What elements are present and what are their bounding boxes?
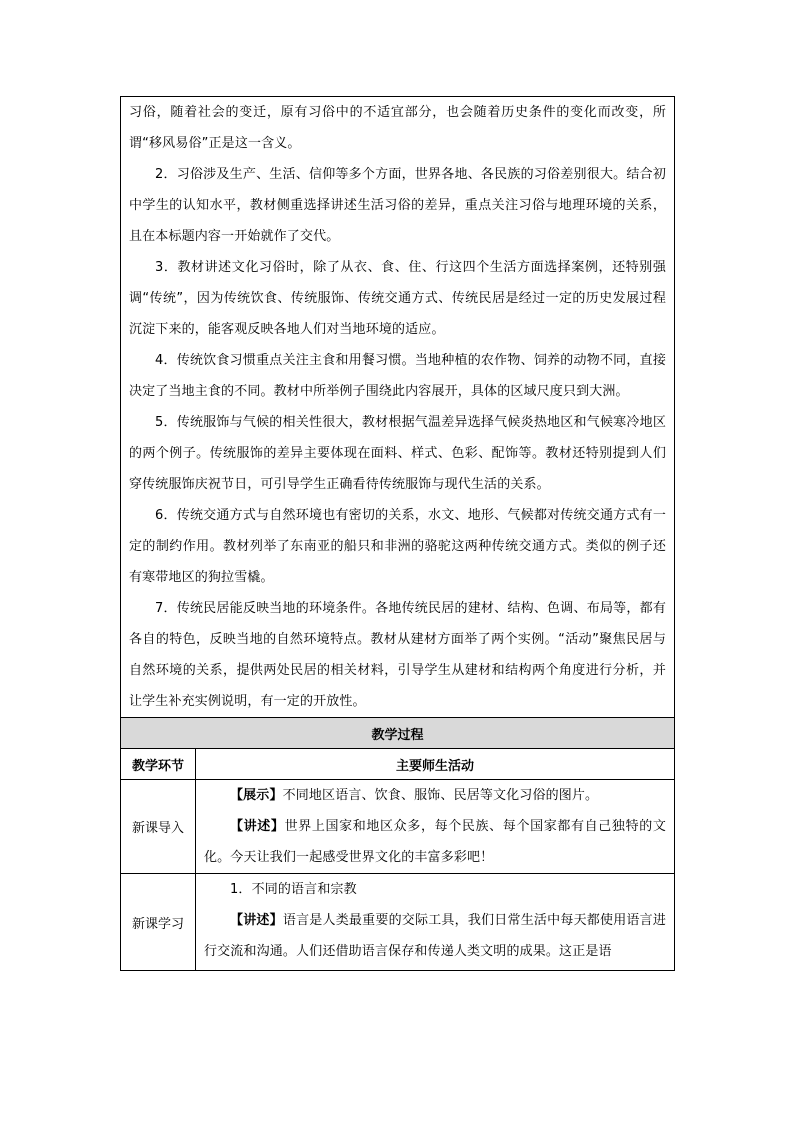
intro-paragraph-7: 7．传统民居能反映当地的环境条件。各地传统民居的建材、结构、色调、布局等，都有各自的特色，反映当地的自然环境特点。教材从建材方面举了两个实例。“活动”聚焦民居与自然环境的关系，提供两处民居的相关材料，引导学生从建材和结构两个角度进行分析，并让学生补充实例说明，有一定的开放性。: [129, 601, 667, 709]
activity-heading: 1．不同的语言和宗教: [230, 882, 357, 897]
intro-paragraph-5: 5．传统服饰与气候的相关性很大，教材根据气温差异选择气候炎热地区和气候寒冷地区的两个例子。传统服饰的差异主要体现在面料、样式、色彩、配饰等。教材还特别提到人们穿传统服饰庆祝节日，可引导学生正确看待传统服饰与现代生活的关系。: [129, 415, 667, 492]
lesson-table: [120, 96, 675, 971]
activity-text: 不同地区语言、饮食、服饰、民居等文化习俗的图片。: [282, 788, 599, 803]
intro-paragraph-3: 3．教材讲述文化习俗时，除了从衣、食、住、行这四个生活方面选择案例，还特别强调“传统”，因为传统饮食、传统服饰、传统交通方式、传统民居是经过一定的历史发展过程沉淀下来的，能客观反映各地人们对当地环境的适应。: [129, 260, 667, 337]
stage-label: 新课导入: [121, 780, 196, 874]
activity-tag: 【讲述】: [230, 913, 283, 928]
textbook-analysis-cell: [121, 97, 675, 718]
intro-paragraph-4: 4．传统饮食习惯重点关注主食和用餐习惯。当地种植的农作物、饲养的动物不同，直接决定了当地主食的不同。教材中所举例子围绕此内容展开，具体的区域尺度只到大洲。: [129, 353, 667, 399]
activity-text: 语言是人类最重要的交际工具，我们日常生活中每天都使用语言进行交流和沟通。人们还借助语言保存和传递人类文明的成果。这正是语: [204, 913, 667, 959]
column-header-stage: 教学环节: [121, 749, 196, 780]
table-row: [121, 780, 675, 874]
intro-paragraph-1: 习俗，随着社会的变迁，原有习俗中的不适宜部分，也会随着历史条件的变化而改变，所谓“移风易俗”正是这一含义。: [129, 105, 667, 151]
column-header-activities: 主要师生活动: [196, 749, 675, 780]
intro-paragraph-6: 6．传统交通方式与自然环境也有密切的关系，水文、地形、气候都对传统交通方式有一定的制约作用。教材列举了东南亚的船只和非洲的骆驼这两种传统交通方式。类似的例子还有寒带地区的狗拉雪橇。: [129, 508, 667, 585]
intro-paragraph-2: 2．习俗涉及生产、生活、信仰等多个方面，世界各地、各民族的习俗差别很大。结合初中学生的认知水平，教材侧重选择讲述生活习俗的差异，重点关注习俗与地理环境的关系，且在本标题内容一开始就作了交代。: [129, 167, 667, 244]
activity-cell: [196, 874, 675, 971]
table-row: [121, 874, 675, 971]
activity-tag: 【讲述】: [230, 819, 285, 834]
stage-label: 新课学习: [121, 874, 196, 971]
activity-tag: 【展示】: [230, 788, 283, 803]
activity-text: 世界上国家和地区众多，每个民族、每个国家都有自己独特的文化。今天让我们一起感受世界文化的丰富多彩吧！: [204, 819, 667, 865]
section-title: 教学过程: [121, 718, 675, 749]
activity-line: [196, 905, 674, 967]
activity-line: [196, 811, 674, 873]
activity-line: [196, 780, 674, 811]
activity-cell: [196, 780, 675, 874]
